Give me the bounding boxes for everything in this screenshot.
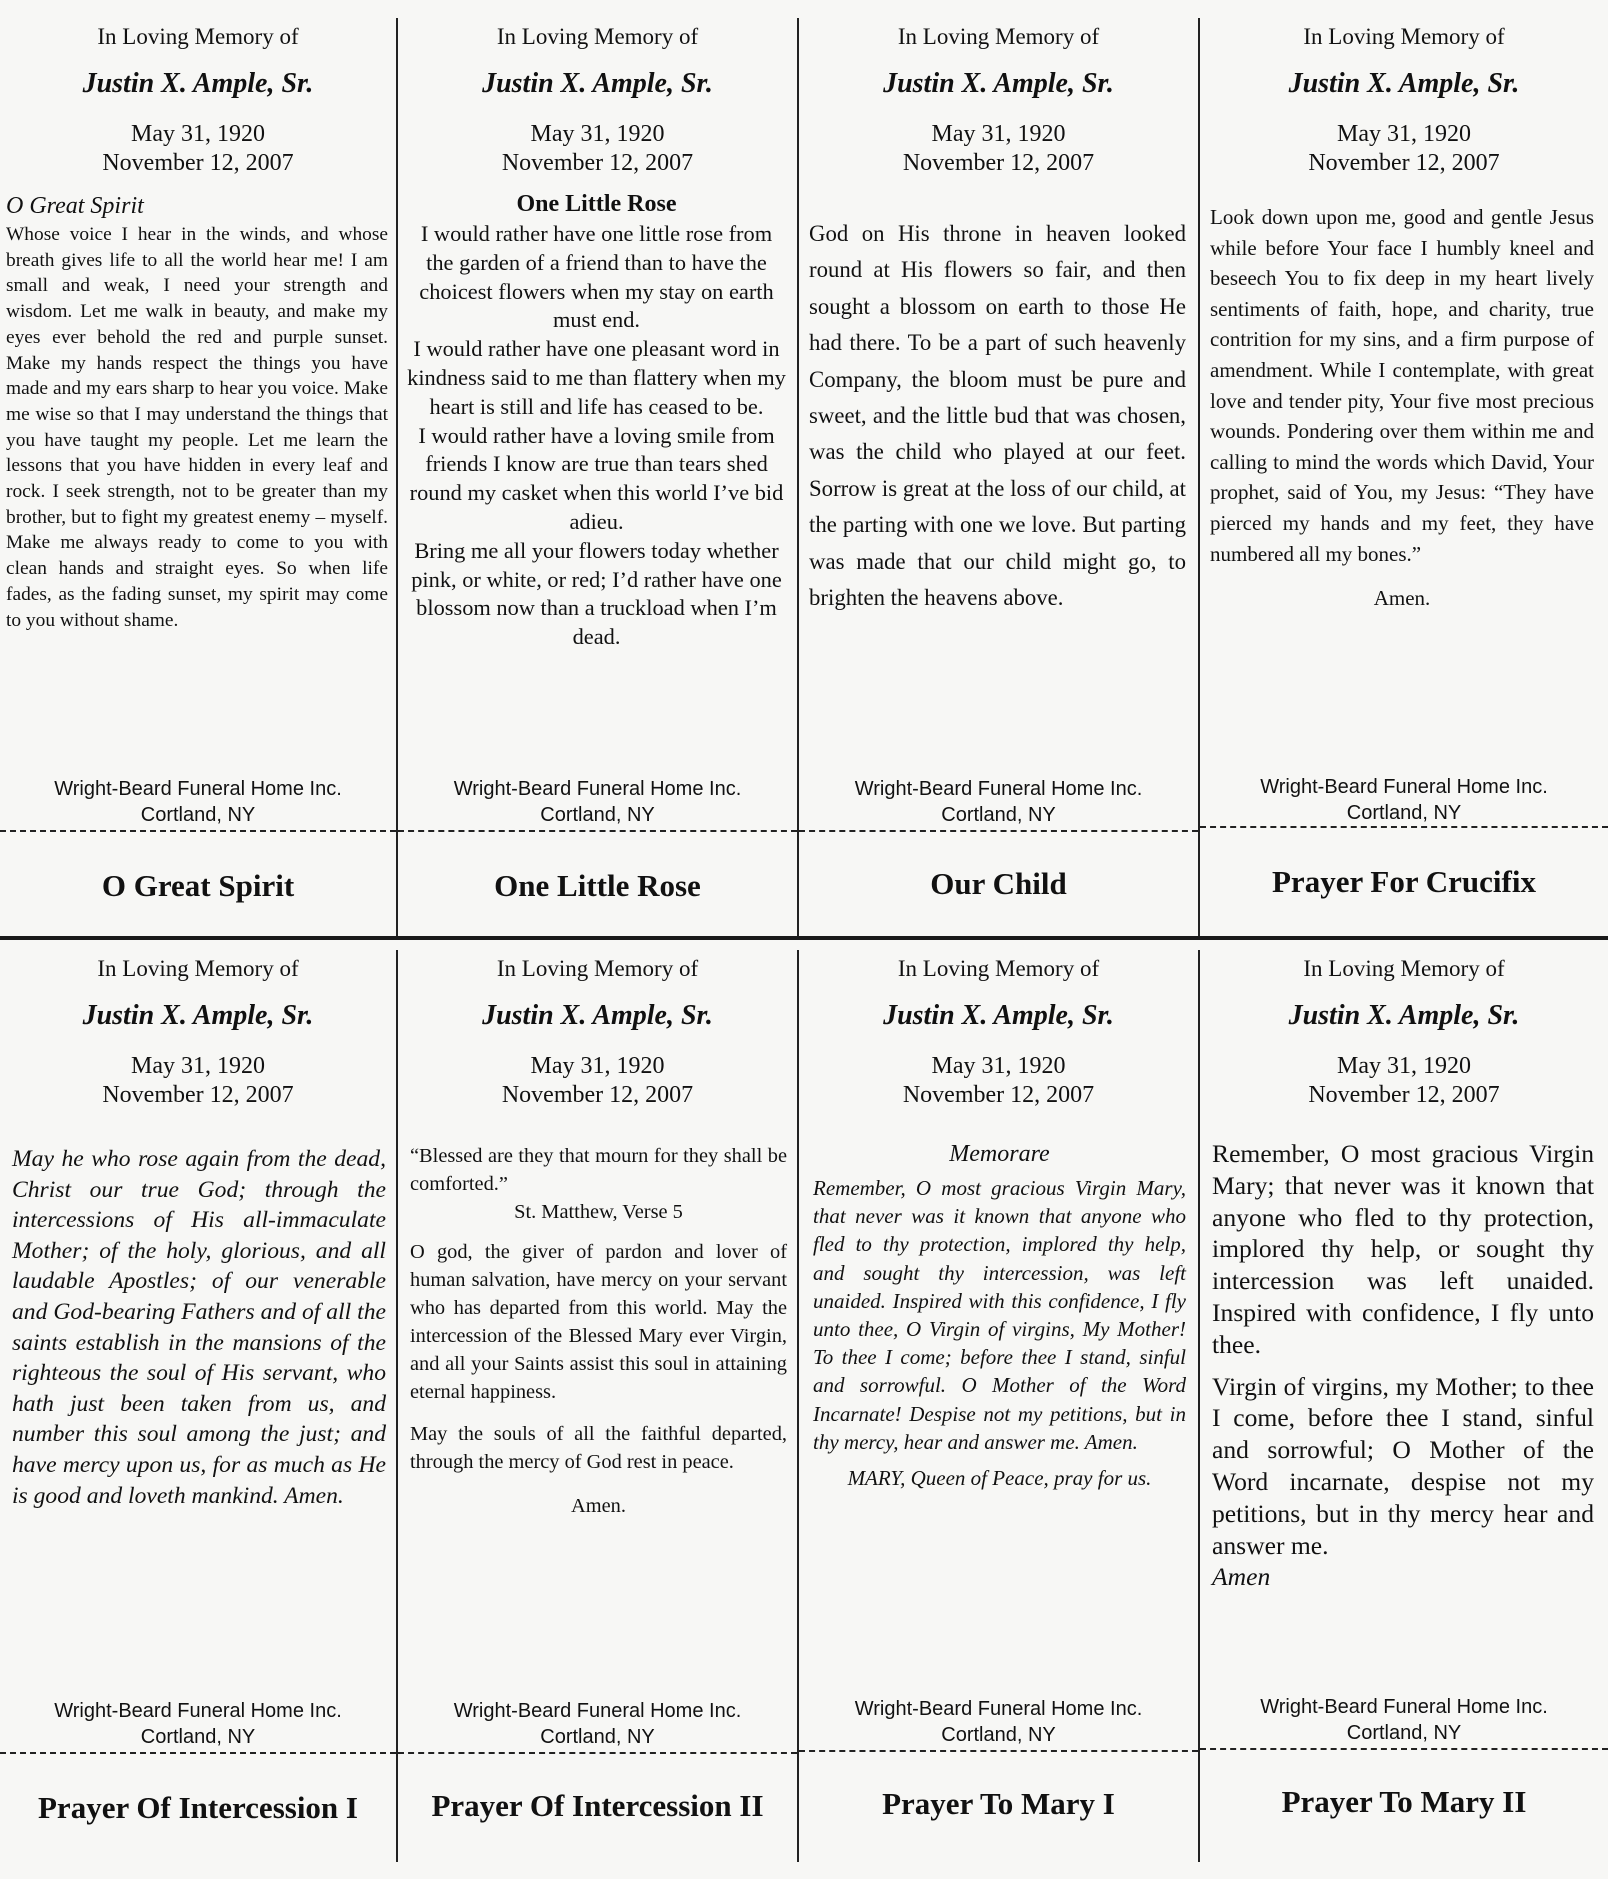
birth-date: May 31, 1920 [1337, 121, 1471, 147]
card-title: Prayer Of Intercession I [38, 1790, 358, 1825]
card-title: Prayer For Crucifix [1272, 864, 1536, 899]
funeral-home [398, 776, 797, 828]
birth-date: May 31, 1920 [530, 1053, 665, 1079]
prayer-heading: O Great Spirit [6, 193, 144, 219]
deceased-name: Justin X. Ample, Sr. [1288, 1000, 1520, 1031]
prayer-closing: Amen. [571, 1495, 626, 1517]
death-date: November 12, 2007 [1308, 1082, 1500, 1108]
prayer-body [809, 216, 1186, 616]
funeral-home-name: Wright-Beard Funeral Home Inc. [453, 778, 742, 800]
prayer-paragraph: Remember, O most gracious Virgin Mary, that never was it known that anyone who fled to thy protection, implored thy help, and sought thy intercession, was left unaided. Inspired with this confidence, I fly unto thee, O Virgin of virgins, My Mother! To thee I come; before thee I stand, sinful and sorrowful. O Mother of the Word Incarnate! Despise not my petitions, but in thy mercy, hear and answer me. Amen. [813, 1176, 1186, 1454]
funeral-home-city: Cortland, NY [540, 804, 655, 826]
funeral-home-name: Wright-Beard Funeral Home Inc. [854, 778, 1143, 800]
funeral-home-name: Wright-Beard Funeral Home Inc. [54, 1700, 342, 1722]
life-dates [799, 1052, 1198, 1110]
prayer-card-our-child [797, 18, 1198, 940]
birth-date: May 31, 1920 [131, 121, 265, 147]
deceased-name: Justin X. Ample, Sr. [482, 1000, 713, 1031]
funeral-home [799, 1696, 1198, 1748]
death-date: November 12, 2007 [902, 150, 1095, 176]
deceased-name: Justin X. Ample, Sr. [1288, 68, 1520, 99]
row-divider [0, 936, 1608, 940]
life-dates [799, 120, 1198, 178]
prayer-card-mary-1 [797, 950, 1198, 1862]
funeral-home-name: Wright-Beard Funeral Home Inc. [453, 1700, 742, 1722]
prayer-body [410, 1142, 787, 1520]
life-dates [0, 1052, 396, 1110]
prayer-paragraph: I would rather have one little rose from the garden of a friend than to have the choicest flowers when my stay on earth must end. [419, 221, 774, 333]
prayer-closing: MARY, Queen of Peace, pray for us. [847, 1466, 1152, 1491]
card-row-bottom [0, 950, 1608, 1862]
funeral-home-city: Cortland, NY [1346, 802, 1462, 824]
prayer-paragraph: Bring me all your flowers today whether pink, or white, or red; I’d rather have one blossom now than a truckload when I’m dead. [411, 537, 782, 650]
memory-line: In Loving Memory of [496, 956, 699, 981]
prayer-paragraph: May the souls of all the faithful departed, through the mercy of God rest in peace. [410, 1423, 787, 1473]
death-date: November 12, 2007 [902, 1082, 1095, 1108]
card-title: Our Child [930, 866, 1067, 901]
funeral-home [1200, 774, 1608, 826]
prayer-card-o-great-spirit [0, 18, 396, 940]
funeral-home [398, 1698, 797, 1750]
prayer-closing: Amen. [1373, 586, 1431, 611]
prayer-closing: Amen [1212, 1562, 1271, 1592]
funeral-home-name: Wright-Beard Funeral Home Inc. [1260, 776, 1548, 798]
death-date: November 12, 2007 [102, 150, 294, 176]
prayer-body [1210, 202, 1594, 614]
funeral-home-city: Cortland, NY [1346, 1722, 1462, 1744]
memory-line: In Loving Memory of [1303, 956, 1505, 981]
death-date: November 12, 2007 [501, 150, 694, 176]
prayer-body [1212, 1138, 1594, 1593]
life-dates [398, 1052, 797, 1110]
prayer-body [813, 1140, 1186, 1492]
card-title: O Great Spirit [101, 868, 295, 903]
death-date: November 12, 2007 [501, 1082, 694, 1108]
memory-line: In Loving Memory of [496, 24, 699, 49]
funeral-home-name: Wright-Beard Funeral Home Inc. [54, 778, 342, 800]
cut-line [0, 1752, 396, 1754]
prayer-card-prayer-for-crucifix [1198, 18, 1608, 940]
deceased-name: Justin X. Ample, Sr. [482, 68, 713, 99]
cut-line [1200, 826, 1608, 828]
funeral-home-city: Cortland, NY [941, 1724, 1056, 1746]
prayer-card-intercession-1 [0, 950, 396, 1862]
cut-line [398, 830, 797, 832]
prayer-body [6, 192, 388, 633]
scripture-quote: “Blessed are they that mourn for they shall be comforted.” [410, 1145, 787, 1195]
cut-line [398, 1752, 797, 1754]
prayer-paragraph: O god, the giver of pardon and lover of human salvation, have mercy on your servant who has departed from this world. May the intercession of the Blessed Mary ever Virgin, and all your Saints assist this soul in attaining eternal happiness. [410, 1241, 787, 1403]
card-title: Prayer To Mary I [882, 1786, 1115, 1821]
cut-line [799, 1750, 1198, 1752]
prayer-paragraph: God on His throne in heaven looked round at His flowers so fair, and then sought a blossom on earth to those He had there. To be a part of such heavenly Company, the bloom must be pure and sweet, and the little bud that was chosen, was the child who played at our feet. Sorrow is great at the loss of our child, at the parting with one we love. But parting was made that our child might go, to brighten the heavens above. [809, 221, 1186, 611]
deceased-name: Justin X. Ample, Sr. [883, 68, 1114, 99]
prayer-body [12, 1144, 386, 1511]
memory-line: In Loving Memory of [97, 956, 299, 981]
cut-line [799, 830, 1198, 832]
prayer-card-one-little-rose [396, 18, 797, 940]
prayer-heading: One Little Rose [516, 191, 677, 217]
life-dates [1200, 1052, 1608, 1110]
prayer-paragraph: Whose voice I hear in the winds, and whose breath gives life to all the world hear me! I am small and weak, I need your strength and wisdom. Let me walk in beauty, and make my eyes ever behold the red and purple sunset. Make my hands respect the things you have made and my ears sharp to hear you voice. Make me wise so that I may understand the things that you have taught my people. Let me learn the lessons that you have hidden in every leaf and rock. I seek strength, not to be greater than my brother, but to fight my greatest enemy – myself. Make me always ready to come to you with clean hands and straight eyes. So when life fades, as the fading sunset, my spirit may come to you without shame. [6, 224, 388, 631]
birth-date: May 31, 1920 [530, 121, 665, 147]
death-date: November 12, 2007 [1308, 150, 1500, 176]
prayer-body [406, 190, 787, 652]
funeral-home-name: Wright-Beard Funeral Home Inc. [1260, 1696, 1548, 1718]
card-title: Prayer To Mary II [1281, 1784, 1527, 1819]
prayer-paragraph: May he who rose again from the dead, Christ our true God; through the intercessions of His all-immaculate Mother; of the holy, glorious, and all laudable Apostles; of our venerable and God-bearing Fathers and of all the saints establish in the mansions of the righteous the soul of His servant, who hath just been taken from us, and number this soul among the just; and have mercy upon us, for as much as He is good and loveth mankind. Amen. [12, 1146, 386, 1509]
life-dates [398, 120, 797, 178]
memory-line: In Loving Memory of [1303, 24, 1505, 49]
funeral-home [0, 776, 396, 828]
card-row-top [0, 18, 1608, 940]
life-dates [0, 120, 396, 178]
card-title: One Little Rose [494, 868, 701, 903]
memory-line: In Loving Memory of [897, 24, 1100, 49]
funeral-home [0, 1698, 396, 1750]
memory-line: In Loving Memory of [97, 24, 299, 49]
prayer-paragraph: I would rather have one pleasant word in kindness said to me than flattery when my heart is still and life has ceased to be. [407, 336, 786, 419]
funeral-home-name: Wright-Beard Funeral Home Inc. [854, 1698, 1143, 1720]
prayer-paragraph: Virgin of virgins, my Mother; to thee I come, before thee I stand, sinful and sorrowful; O Mother of the Word incarnate, despise not my petitions, but in thy mercy hear and answer me. [1212, 1371, 1594, 1560]
funeral-home-city: Cortland, NY [540, 1726, 655, 1748]
birth-date: May 31, 1920 [931, 1053, 1066, 1079]
card-title: Prayer Of Intercession II [431, 1788, 764, 1823]
prayer-paragraph: I would rather have a loving smile from friends I know are true than tears shed round my casket when this world I’ve bid adieu. [409, 422, 784, 534]
birth-date: May 31, 1920 [931, 121, 1066, 147]
funeral-home-city: Cortland, NY [941, 804, 1056, 826]
deceased-name: Justin X. Ample, Sr. [82, 68, 314, 99]
life-dates [1200, 120, 1608, 178]
prayer-card-intercession-2 [396, 950, 797, 1862]
funeral-home [1200, 1694, 1608, 1746]
prayer-card-mary-2 [1198, 950, 1608, 1862]
birth-date: May 31, 1920 [1337, 1053, 1471, 1079]
memory-line: In Loving Memory of [897, 956, 1100, 981]
funeral-home-city: Cortland, NY [140, 804, 256, 826]
cut-line [0, 830, 396, 832]
birth-date: May 31, 1920 [131, 1053, 265, 1079]
deceased-name: Justin X. Ample, Sr. [82, 1000, 314, 1031]
prayer-heading: Memorare [949, 1141, 1050, 1167]
funeral-home [799, 776, 1198, 828]
death-date: November 12, 2007 [102, 1082, 294, 1108]
cut-line [1200, 1748, 1608, 1750]
deceased-name: Justin X. Ample, Sr. [883, 1000, 1114, 1031]
prayer-paragraph: Look down upon me, good and gentle Jesus while before Your face I humbly kneel and beseech You to fix deep in my heart lively sentiments of faith, hope, and charity, true contrition for my sins, and a firm purpose of amendment. While I contemplate, with great love and tender pity, Your five most precious wounds. Pondering over them within me and calling to mind the words which David, Your prophet, said of You, my Jesus: “They have pierced my hands and my feet, they have numbered all my bones.” [1210, 205, 1594, 566]
scripture-source: St. Matthew, Verse 5 [514, 1201, 683, 1223]
prayer-paragraph: Remember, O most gracious Virgin Mary; that never was it known that anyone who fled to thy protection, implored thy help, or sought thy intercession was left unaided. Inspired with confidence, I fly unto thee. [1212, 1139, 1594, 1359]
funeral-home-city: Cortland, NY [140, 1726, 256, 1748]
